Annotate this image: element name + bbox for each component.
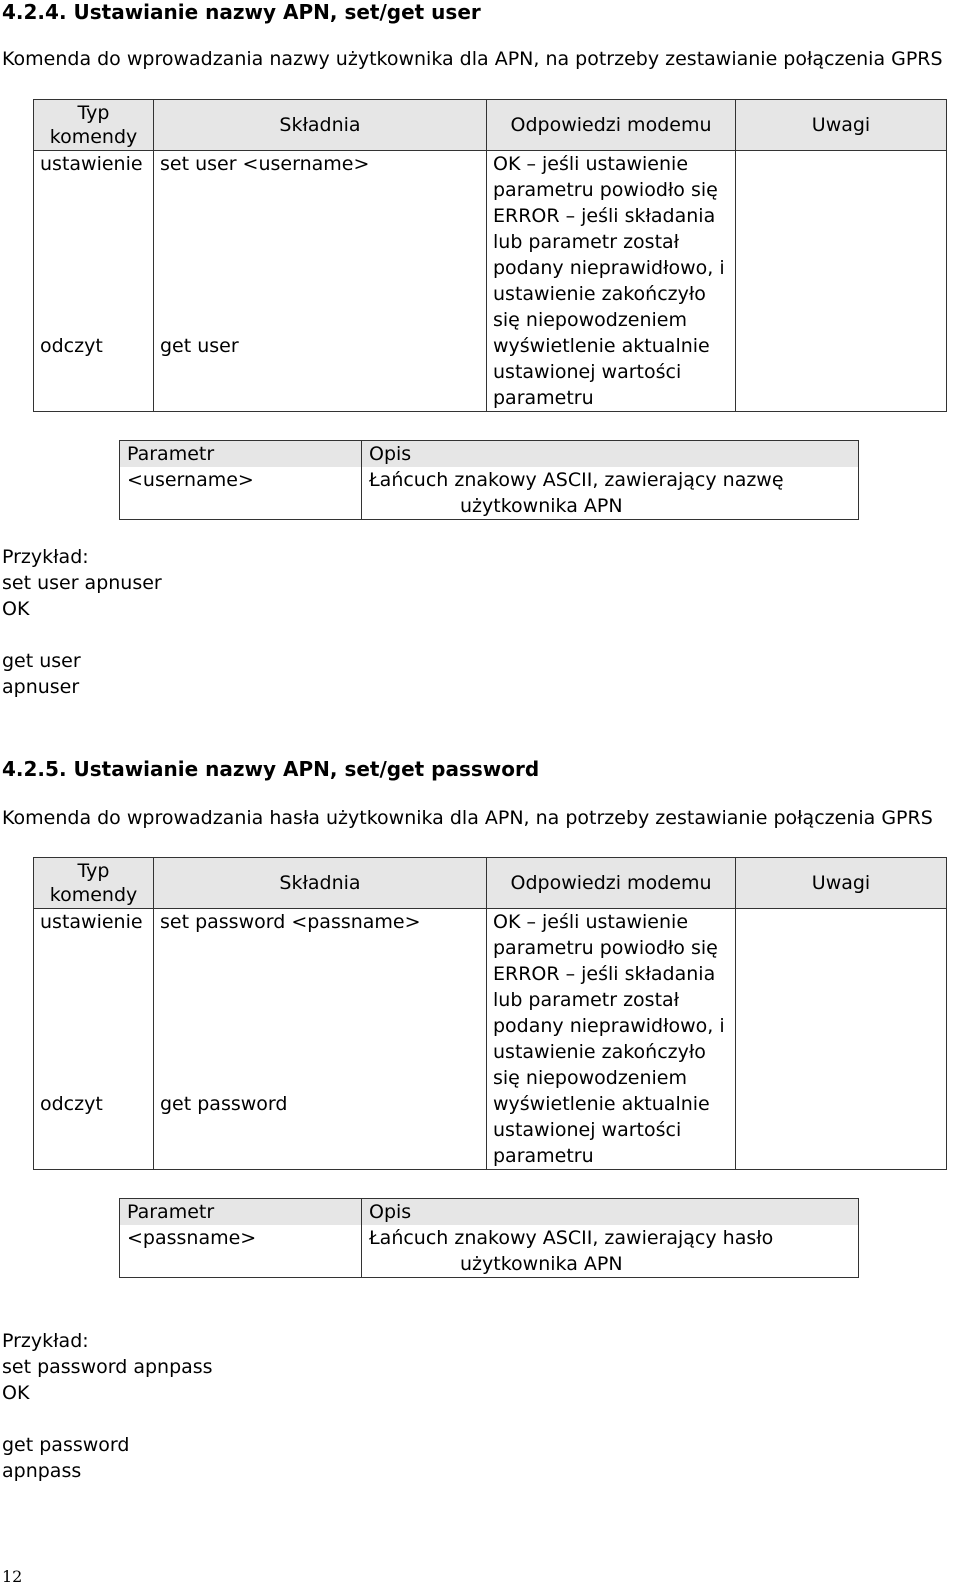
description-line: Łańcuch znakowy ASCII, zawierający nazwę — [369, 469, 784, 491]
cell-syntax: get user — [154, 333, 487, 412]
cell-type: ustawienie — [34, 909, 154, 1092]
parameter-table — [119, 1198, 859, 1278]
header-description: Opis — [362, 441, 859, 468]
table-row — [34, 1091, 947, 1170]
table-header-row — [120, 1199, 859, 1226]
cell-type: ustawienie — [34, 151, 154, 334]
section-heading: 4.2.5. Ustawianie nazwy APN, set/get password — [2, 757, 540, 781]
description-line: użytkownika APN — [460, 495, 623, 517]
table-row — [120, 1225, 859, 1278]
cell-response: OK – jeśli ustawienie parametru powiodło się ERROR – jeśli składania lub parametr został podany nieprawidłowo, i ustawienie zakończyło się niepowodzeniem — [487, 909, 736, 1092]
example-block: Przykład: set password apnpass OK get password apnpass — [2, 1330, 213, 1482]
cell-notes — [736, 1091, 947, 1170]
cell-response: wyświetlenie aktualnie ustawionej wartości parametru — [487, 1091, 736, 1170]
cell-type: odczyt — [34, 333, 154, 412]
cell-syntax: set password <passname> — [154, 909, 487, 1092]
header-notes: Uwagi — [736, 100, 947, 151]
header-type: Typ komendy — [34, 100, 154, 151]
header-description: Opis — [362, 1199, 859, 1226]
page-number: 12 — [2, 1567, 23, 1586]
example-block: Przykład: set user apnuser OK get user apnuser — [2, 546, 162, 698]
cell-response: OK – jeśli ustawienie parametru powiodło się ERROR – jeśli składania lub parametr został podany nieprawidłowo, i ustawienie zakończyło się niepowodzeniem — [487, 151, 736, 334]
cell-notes — [736, 151, 947, 334]
table-header-row — [34, 100, 947, 151]
cell-syntax: get password — [154, 1091, 487, 1170]
section-heading: 4.2.4. Ustawianie nazwy APN, set/get user — [2, 0, 481, 24]
header-syntax: Składnia — [154, 858, 487, 909]
command-table — [33, 99, 947, 412]
header-response: Odpowiedzi modemu — [487, 100, 736, 151]
cell-parameter-name: <passname> — [120, 1225, 362, 1278]
table-header-row — [34, 858, 947, 909]
header-parameter: Parametr — [120, 441, 362, 468]
description-line: użytkownika APN — [460, 1253, 623, 1275]
cell-notes — [736, 333, 947, 412]
header-syntax: Składnia — [154, 100, 487, 151]
table-row — [34, 151, 947, 334]
section-intro: Komenda do wprowadzania hasła użytkownika dla APN, na potrzeby zestawianie połączenia GPRS — [2, 807, 933, 829]
header-type: Typ komendy — [34, 858, 154, 909]
cell-syntax: set user <username> — [154, 151, 487, 334]
table-row — [34, 333, 947, 412]
table-row — [34, 909, 947, 1092]
cell-type: odczyt — [34, 1091, 154, 1170]
header-notes: Uwagi — [736, 858, 947, 909]
header-response: Odpowiedzi modemu — [487, 858, 736, 909]
cell-parameter-description — [362, 1225, 859, 1278]
cell-notes — [736, 909, 947, 1092]
table-header-row — [120, 441, 859, 468]
parameter-table — [119, 440, 859, 520]
cell-parameter-name: <username> — [120, 467, 362, 520]
cell-response: wyświetlenie aktualnie ustawionej wartości parametru — [487, 333, 736, 412]
cell-parameter-description — [362, 467, 859, 520]
table-row — [120, 467, 859, 520]
header-parameter: Parametr — [120, 1199, 362, 1226]
command-table — [33, 857, 947, 1170]
description-line: Łańcuch znakowy ASCII, zawierający hasło — [369, 1227, 774, 1249]
section-intro: Komenda do wprowadzania nazwy użytkownika dla APN, na potrzeby zestawianie połączenia GPRS — [2, 48, 943, 70]
